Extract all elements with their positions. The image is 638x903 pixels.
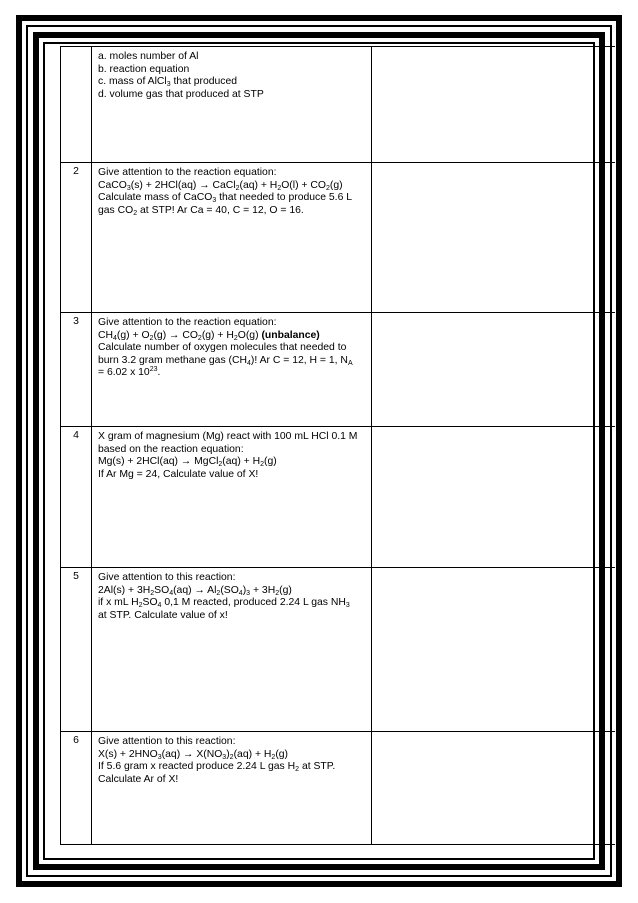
question-number: 5 — [61, 568, 92, 732]
question-line: c. mass of AlCl$_3$ that produced — [98, 76, 238, 89]
question-line: = 6.02 x $10^{23}$. — [98, 366, 161, 379]
question-line: burn 3.2 gram methane gas $(CH_4)$! Ar C = 12, H = 1, $N_A$ — [98, 354, 353, 367]
question-text — [92, 568, 372, 732]
question-line: if x mL $H_2SO_4$ 0,1 M reacted, produced 2.24 L gas $NH_3$ — [98, 597, 350, 610]
question-line: Calculate mass of CaCO$_3$ that needed to produce 5.6 L — [98, 192, 353, 205]
answer-cell[interactable] — [372, 163, 615, 313]
answer-cell[interactable] — [372, 47, 615, 163]
questions-table — [60, 46, 615, 845]
question-line: Give attention to this reaction: — [98, 736, 236, 747]
question-line: a. moles number of Al — [98, 51, 199, 62]
question-line: d. volume gas that produced at STP — [98, 88, 264, 100]
answer-cell[interactable] — [372, 568, 615, 732]
question-line: Calculate Ar of X! — [98, 773, 179, 785]
question-text — [92, 313, 372, 427]
question-line: $X(s) + 2HNO_3(aq) \to X(NO_3)_2(aq) + H_2(g)$ — [98, 748, 289, 761]
question-line: Give attention to the reaction equation: — [98, 317, 277, 328]
question-row — [61, 568, 615, 732]
question-number: 4 — [61, 427, 92, 568]
question-line: b. reaction equation — [98, 63, 190, 75]
question-text — [92, 163, 372, 313]
question-line: $2Al(s) + 3H_2SO_4(aq) \to Al_2(SO_4)_3 + 3H_2(g)$ — [98, 584, 292, 597]
question-line: Give attention to this reaction: — [98, 572, 236, 583]
question-number: 6 — [61, 732, 92, 845]
question-text — [92, 732, 372, 845]
question-line: Give attention to the reaction equation: — [98, 167, 277, 178]
question-line: X gram of magnesium (Mg) react with 100 mL HCl 0.1 M — [98, 431, 358, 442]
question-row — [61, 313, 615, 427]
answer-cell[interactable] — [372, 313, 615, 427]
question-text — [92, 47, 372, 163]
question-line: If Ar Mg = 24, Calculate value of X! — [98, 468, 259, 480]
question-text — [92, 427, 372, 568]
question-row — [61, 47, 615, 163]
answer-cell[interactable] — [372, 427, 615, 568]
question-line: at STP. Calculate value of x! — [98, 609, 228, 621]
question-line: gas $CO_2$ at STP! Ar Ca = 40, C = 12, O = 16. — [98, 204, 304, 217]
question-row — [61, 732, 615, 845]
question-line: CaCO$_3$(s) + 2HCl(aq) → CaCl$_2$(aq) + $H_2O(l) + CO_2(g)$ — [98, 179, 343, 192]
question-line: based on the reaction equation: — [98, 443, 244, 455]
question-row — [61, 163, 615, 313]
answer-cell[interactable] — [372, 732, 615, 845]
question-line: $CH_4(g) + O_2(g) \to CO_2(g) + H_2O(g)$ (unbalance) — [98, 329, 320, 342]
question-line: Calculate number of oxygen molecules that needed to — [98, 342, 347, 354]
question-row — [61, 427, 615, 568]
question-number: 2 — [61, 163, 92, 313]
question-number: 3 — [61, 313, 92, 427]
question-number — [61, 47, 92, 163]
question-line: If 5.6 gram x reacted produce 2.24 L gas $H_2$ at STP. — [98, 761, 336, 774]
question-line: Mg(s) + 2HCl(aq) → MgCl$_2$(aq) + $H_2(g)$ — [98, 456, 277, 469]
